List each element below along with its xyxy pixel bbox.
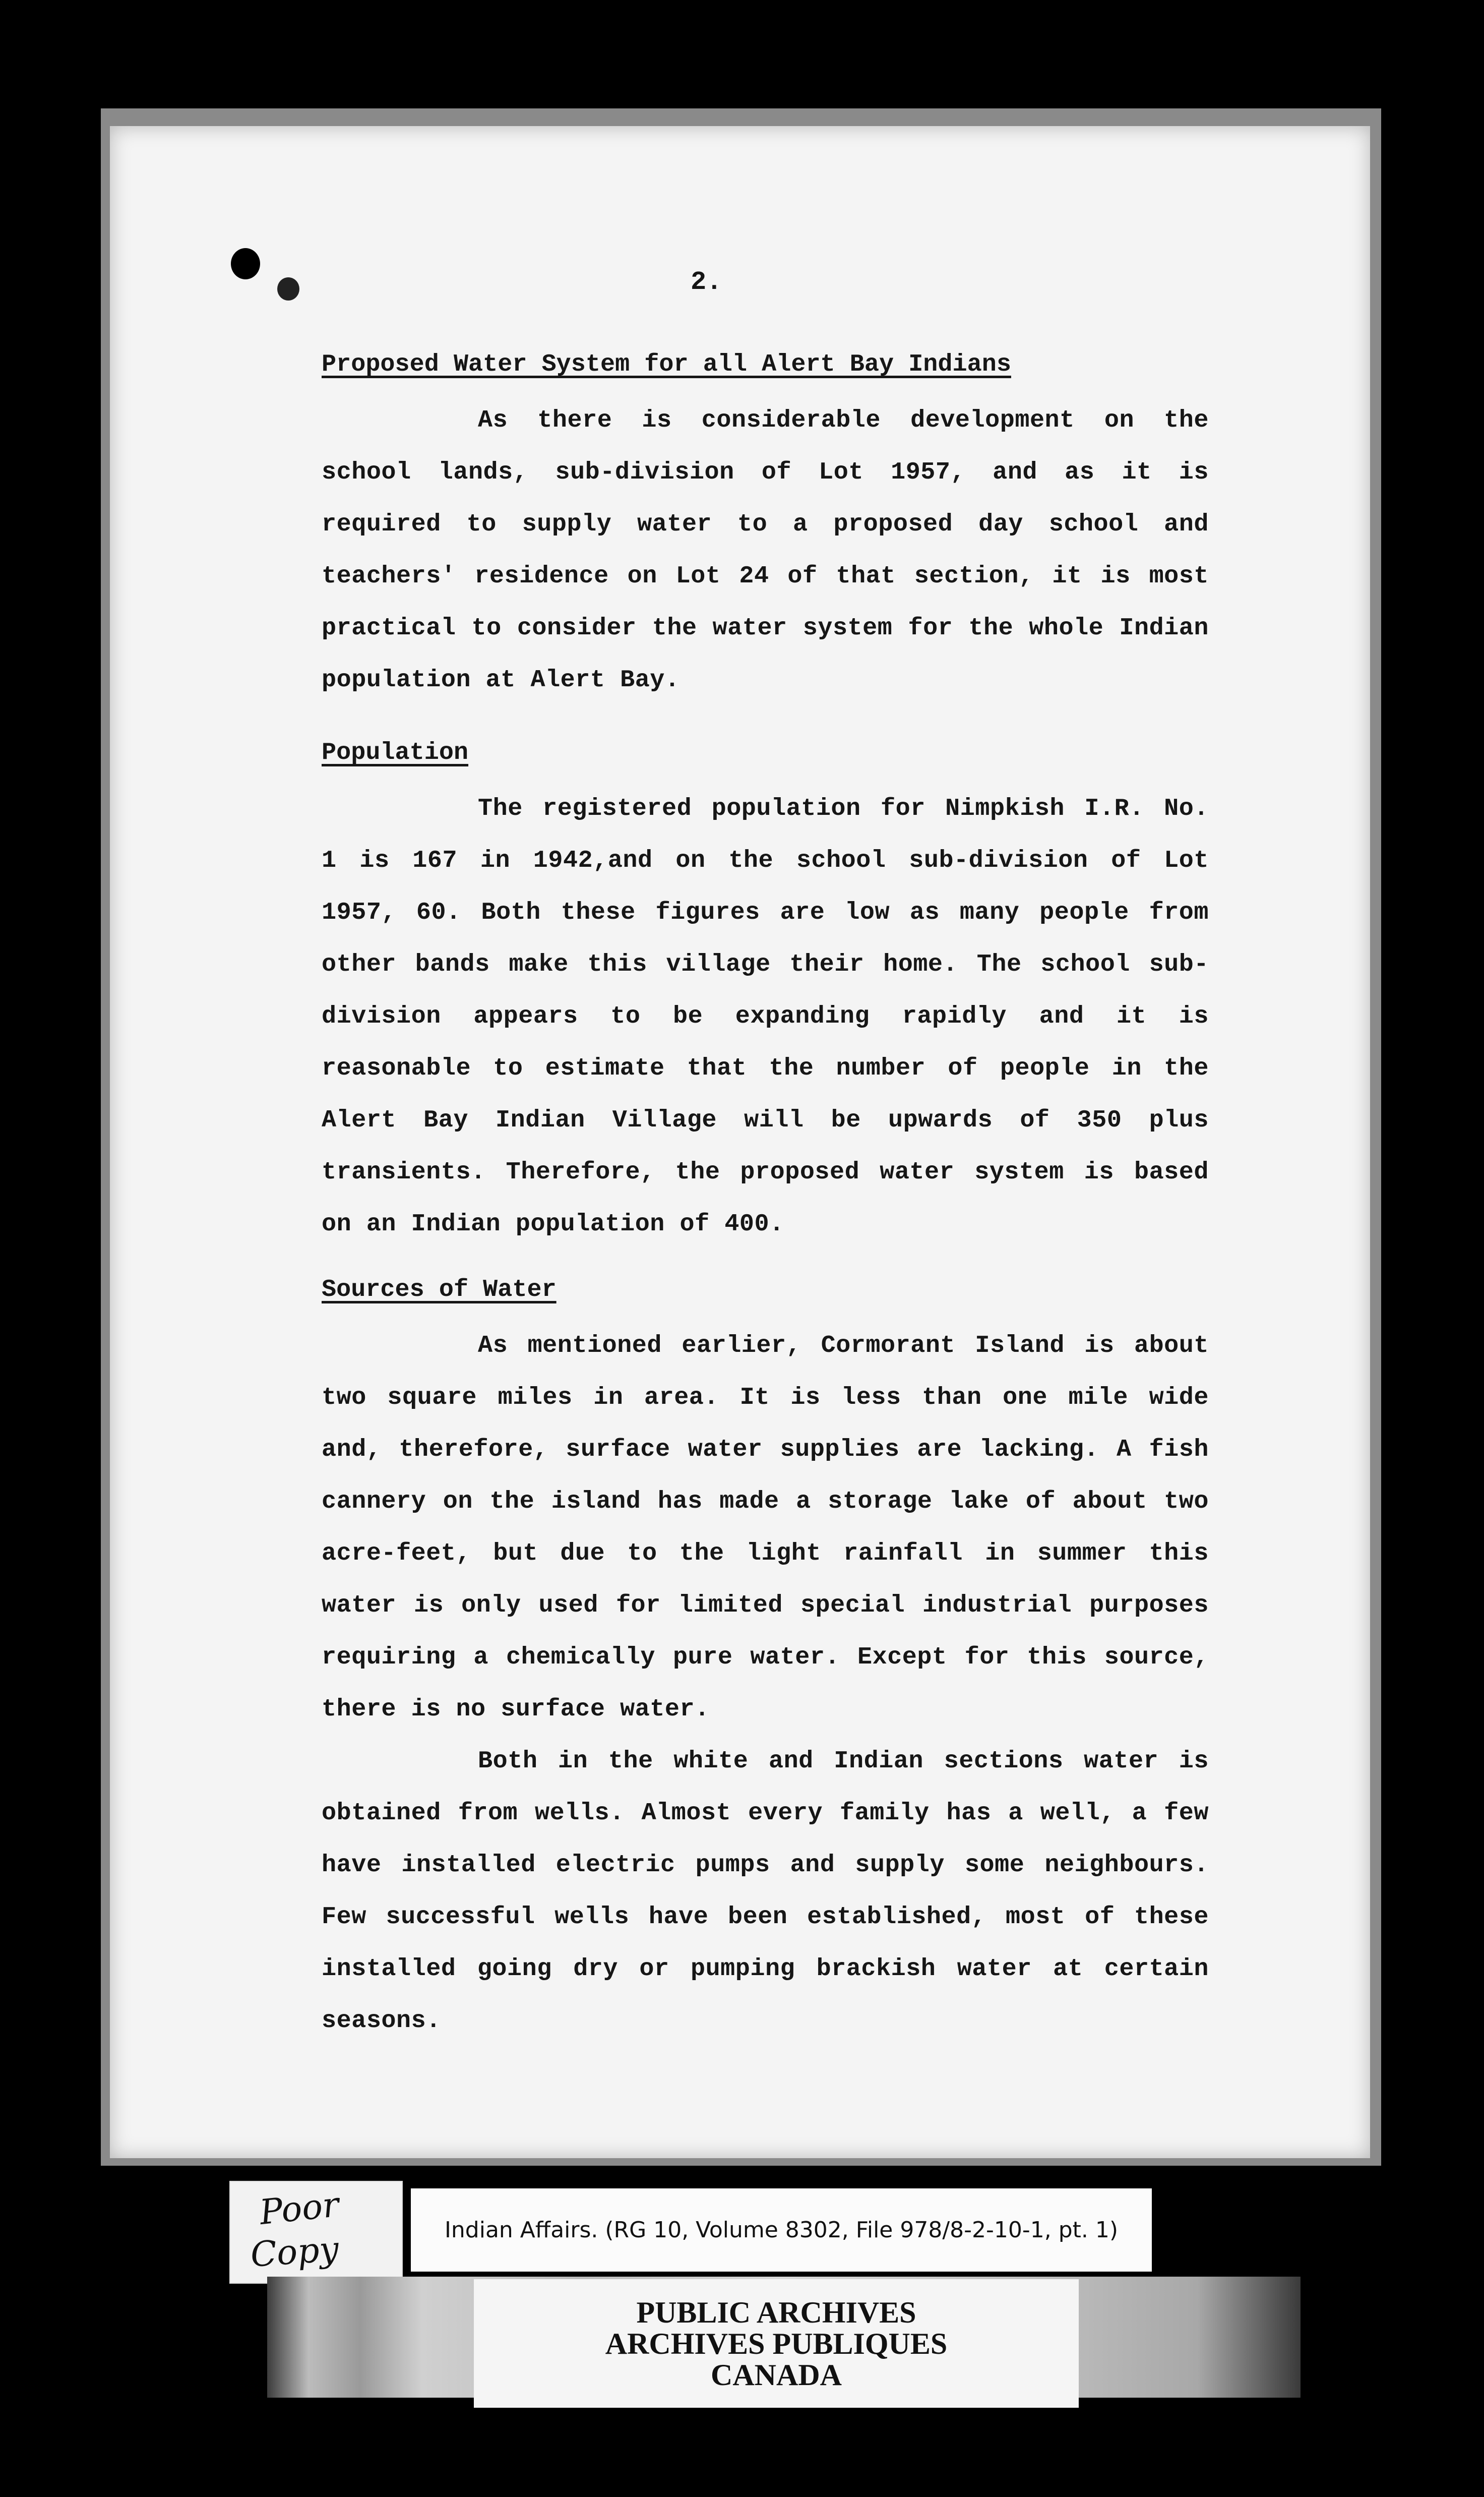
section-heading-sources-of-water: Sources of Water <box>322 1276 556 1303</box>
paragraph: As there is considerable development on the school lands, sub-division of Lot 1957, and as it is required to supply water to a proposed day school and teachers' residence on Lot 24 of that section, it is most practical to consider the water system for the whole Indian population at Alert Bay. <box>322 406 1209 694</box>
section-body-population <box>322 783 1209 1250</box>
section-heading-population: Population <box>322 739 469 766</box>
page-number: 2. <box>691 267 722 297</box>
paragraph: The registered population for Nimpkish I.R. No. 1 is 167 in 1942,and on the school sub-division of Lot 1957, 60. Both these figures are low as many people from other bands make this village their home. The school sub-division appears to be expanding rapidly and it is reasonable to estimate that the number of people in the Alert Bay Indian Village will be upwards of 350 plus transients. Therefore, the proposed water system is based on an Indian population of 400. <box>322 795 1209 1238</box>
source-citation: Indian Affairs. (RG 10, Volume 8302, File 978/8-2-10-1, pt. 1) <box>444 2217 1119 2243</box>
handwritten-copy: Copy <box>249 2229 340 2276</box>
section-body-sources-of-water <box>322 1320 1209 2047</box>
archives-line-2: ARCHIVES PUBLIQUES <box>605 2327 948 2360</box>
archives-line-1: PUBLIC ARCHIVES <box>636 2295 916 2329</box>
poor-copy-stamp <box>229 2181 403 2284</box>
punch-hole-small <box>277 277 299 301</box>
section-heading-water-system: Proposed Water System for all Alert Bay Indians <box>322 350 1011 378</box>
section-body-water-system <box>322 394 1209 706</box>
handwritten-poor: Poor <box>258 2184 341 2233</box>
archives-line-3: CANADA <box>711 2358 842 2392</box>
archives-label <box>474 2279 1079 2408</box>
paragraph: Both in the white and Indian sections water is obtained from wells. Almost every family has a well, a few have installed electric pumps and supply some neighbours. Few successful wells have been established, most of these installed going dry or pumping brackish water at certain seasons. <box>322 1747 1209 2035</box>
source-citation-label <box>411 2188 1152 2272</box>
punch-hole <box>231 248 260 279</box>
paragraph: As mentioned earlier, Cormorant Island is about two square miles in area. It is less than one mile wide and, therefore, surface water supplies are lacking. A fish cannery on the island has made a storage lake of about two acre-feet, but due to the light rainfall in summer this water is only used for limited special industrial purposes requiring a chemically pure water. Except for this source, there is no surface water. <box>322 1332 1209 1723</box>
